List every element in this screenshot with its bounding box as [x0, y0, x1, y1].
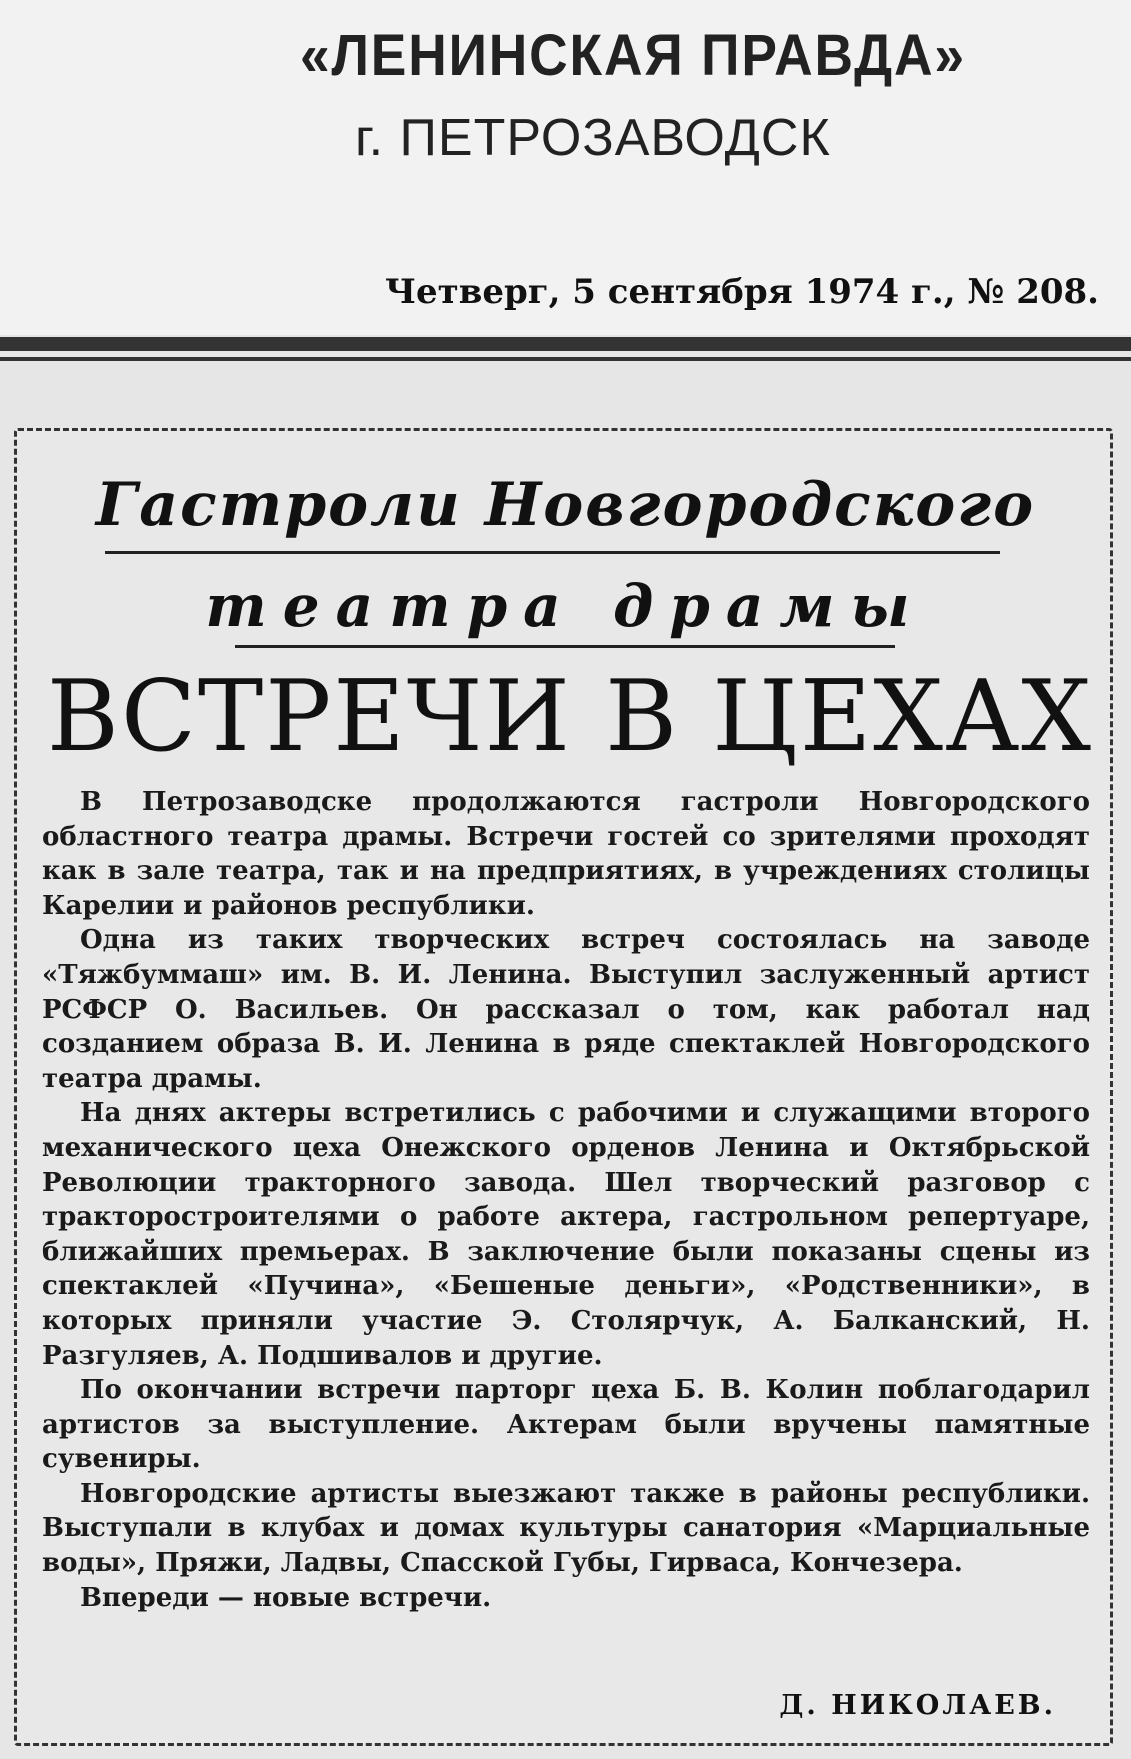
kicker-underline-2: [235, 645, 895, 648]
masthead-rule-thin: [0, 357, 1131, 361]
kicker-line-1: Гастроли Новгородского: [95, 470, 1036, 540]
masthead-rule-thick: [0, 337, 1131, 351]
author-signature: Д. НИКОЛАЕВ.: [779, 1690, 1056, 1721]
dateline: Четверг, 5 сентября 1974 г., № 208.: [385, 272, 1099, 312]
paragraph-3: На днях актеры встретились с рабочими и служащими второго механического цеха Онежского орденов Ленина и Октябрьской Революции тракторного завода. Шел творческий разговор с тракторостроителями о работе актера, гастрольном репертуаре, ближайших премьерах. В заключение были показаны сцены из спектаклей «Пучина», «Бешеные деньги», «Родственники», в которых приняли участие Э. Столярчук, А. Балканский, Н. Разгуляев, А. Подшивалов и другие.: [42, 1098, 1090, 1371]
kicker-underline-1: [105, 551, 1000, 554]
paragraph-5: Новгородские артисты выезжают также в районы республики. Выступали в клубах и домах культуры санатория «Марциальные воды», Пряжи, Ладвы, Спасской Губы, Гирваса, Кончезера.: [42, 1478, 1090, 1579]
paragraph-2: Одна из таких творческих встреч состоялась на заводе «Тяжбуммаш» им. В. И. Ленина. Выступил заслуженный артист РСФСР О. Васильев. Он рассказал о том, как работал над созданием образа В. И. Ленина в ряде спектаклей Новгородского театра драмы.: [42, 925, 1090, 1094]
paragraph-6: Впереди — новые встречи.: [80, 1582, 492, 1613]
kicker-line-2: театра драмы: [205, 572, 926, 640]
article-headline: ВСТРЕЧИ В ЦЕХАХ: [46, 660, 1094, 774]
paragraph-4: По окончании встречи парторг цеха Б. В. Колин поблагодарил артистов за выступление. Актерам были вручены памятные сувениры.: [42, 1375, 1090, 1475]
article-body: [42, 785, 1090, 1615]
masthead: [0, 0, 1131, 335]
city-stamp: г. ПЕТРОЗАВОДСК: [355, 109, 831, 167]
paragraph-1: В Петрозаводске продолжаются гастроли Новгородского областного театра драмы. Встречи гостей со зрителями проходят как в зале театра, так и на предприятиях, в учреждениях столицы Карелии и районов республики.: [42, 787, 1090, 921]
newspaper-stamp: «ЛЕНИНСКАЯ ПРАВДА»: [300, 23, 966, 88]
